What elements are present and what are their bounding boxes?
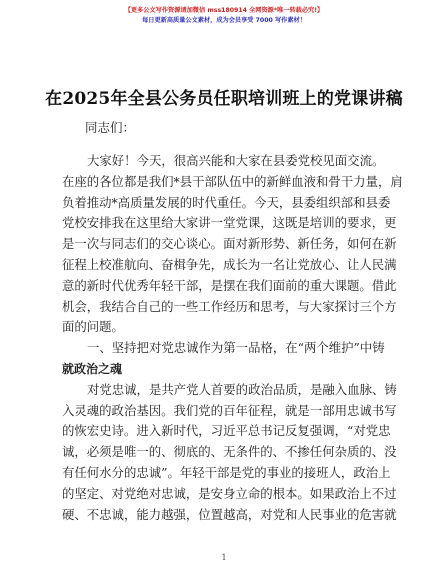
body-line: 硬、不忠诚，能力越强，位置越高，对党和人民事业的危害就 [62, 506, 397, 522]
body-line: 诚，必须是唯一的、彻底的、无条件的、不掺任何杂质的、没 [62, 444, 397, 460]
page-number: 1 [221, 553, 227, 562]
body-line: 对党忠诚，是共产党人首要的政治品质，是融入血脉、铸 [87, 381, 397, 397]
salutation: 同志们： [85, 120, 136, 135]
body-line: 的坚定、对党绝对忠诚，是安身立命的根本。如果政治上不过 [62, 485, 397, 501]
body-line: 意的新时代优秀年轻干部，是摆在我们面前的重大课题。借此 [62, 277, 397, 293]
section-heading-line: 一、坚持把对党忠诚作为第一品格，在“两个维护”中铸 [87, 340, 385, 356]
body-line: 机会，我结合自己的一些工作经历和思考，与大家探讨三个方 [62, 298, 397, 314]
body-line: 有任何水分的忠诚”。年轻干部是党的事业的接班人，政治上 [62, 464, 391, 480]
promo-banner-line-2: 每日更新高质量公文素材，成为会员享受 7000 写作素材！ [142, 17, 306, 24]
promo-banner [0, 6, 448, 26]
body-line: 的恢宏史诗。进入新时代，习近平总书记反复强调，“对党忠 [62, 423, 391, 439]
promo-banner-line-1: 【更多公文写作资源请加微信 mss180914 全网资源*唯一转载必究!】 [124, 7, 324, 14]
body-line: 入灵魂的政治基因。我们党的百年征程，就是一部用忠诚书写 [62, 402, 397, 418]
body-line: 党校安排我在这里给大家讲一堂党课，这既是培训的要求，更 [62, 215, 397, 231]
body-line: 征程上校准航向、奋楫争先，成长为一名让党放心、让人民满 [62, 256, 397, 272]
body-line: 面的问题。 [62, 319, 124, 335]
document-title: 在2025年全县公务员任职培训班上的党课讲稿 [45, 89, 403, 109]
body-line: 负着推动*高质量发展的时代重任。今天，县委组织部和县委 [62, 194, 391, 210]
body-line: 大家好！今天，很高兴能和大家在县委党校见面交流。 [87, 153, 385, 168]
body-line: 在座的各位都是我们*县干部队伍中的新鲜血液和骨干力量，肩 [62, 173, 403, 189]
document-body [62, 151, 403, 525]
section-heading-line: 就政治之魂 [62, 361, 123, 376]
body-line: 是一次与同志们的交心谈心。面对新形势、新任务，如何在新 [62, 236, 397, 252]
